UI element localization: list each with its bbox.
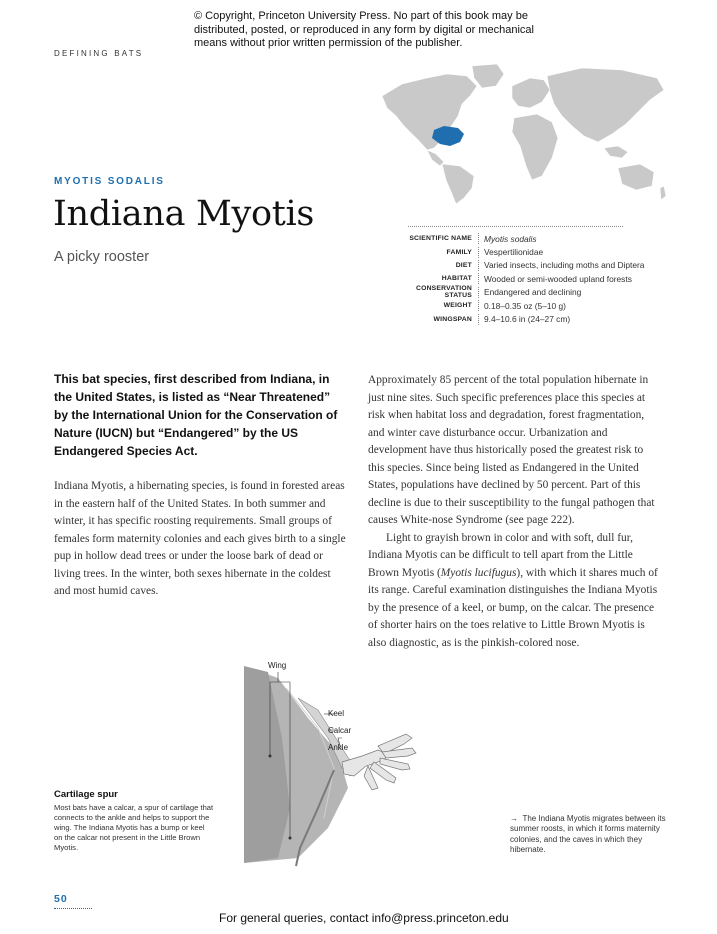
label-ankle: Ankle [328,743,349,752]
fact-key: FAMILY [446,248,472,256]
right-caption [510,814,675,855]
section-header: DEFINING BATS [54,49,144,58]
body-paragraph: Approximately 85 percent of the total population hibernate in just nine sites. Such specific preferences place this species at risk when habitat loss and degradation, forest fragmentation, and winter cave disturbance occur. Urbanization and development have thus historically posed the greatest risk to this species. Since being listed as Endangered in the United States, populations have declined by 50 percent. Part of this decline is due to their susceptibility to the fungal pathogen that causes White-nose Syndrome (see page 222). [368,374,655,526]
page-number-dots [54,908,92,909]
bat-foot [342,734,416,790]
page-subtitle: A picky rooster [54,249,150,265]
fact-key: DIET [455,261,472,269]
label-calcar: Calcar [328,726,352,735]
caption-text: Most bats have a calcar, a spur of cartilage that connects to the ankle and helps to support the wing. The Indiana Myotis has a bump or keel on the calcar not present in the Little Brown Myotis. [54,803,214,852]
facts-divider [408,226,623,227]
fact-row-scientific-name [396,232,696,245]
fact-key: HABITAT [441,275,472,283]
map-south-america [442,164,474,204]
arrow-right-icon: → [510,814,518,823]
map-africa [512,114,558,180]
fact-key: WEIGHT [443,302,472,310]
fact-row-diet [396,259,696,272]
fact-value: 9.4–10.6 in (24–27 cm) [484,314,571,325]
fact-value: Vespertilionidae [484,247,544,258]
map-central-america [427,150,444,166]
world-range-map [372,56,672,206]
fact-value: Endangered and declining [484,287,582,298]
caption-title: Cartilage spur [54,789,118,800]
footer-contact: For general queries, contact info@press.princeton.edu [219,911,509,925]
map-greenland [472,64,504,88]
fact-row-family [396,245,696,258]
map-europe [512,78,550,108]
fact-key: SCIENTIFIC NAME [409,235,472,243]
body-column-1: Indiana Myotis, a hibernating species, is found in forested areas in the eastern half of the United States. In both summer and winter, it has specific roosting requirements. Small groups of females form maternity colonies and each gives birth to a single pup in hollow dead trees or under the loose bark of dead or living trees. In the winter, both sexes hibernate in the coldest and most humid caves. [54,480,346,597]
fact-row-habitat [396,272,696,285]
map-australia [618,164,654,190]
fact-row-conservation-status [396,286,696,299]
calcar-illustration [238,658,478,868]
fact-value: Varied insects, including moths and Diptera [484,260,645,271]
map-se-asia [604,146,628,158]
label-wing: Wing [268,661,287,670]
map-asia [547,68,664,142]
fact-value: Myotis sodalis [484,233,537,244]
right-caption-text: The Indiana Myotis migrates between its summer roosts, in which it forms maternity colonies, and the caves in which they hibernate. [510,814,666,854]
label-keel: Keel [328,709,345,718]
fact-key: CONSERVATION STATUS [415,285,472,300]
copyright-notice: © Copyright, Princeton University Press. No part of this book may be distributed, posted, or reproduced in any form by digital or mechanical means without prior written permission of the publisher. [194,10,534,49]
fact-value: Wooded or semi-wooded upland forests [484,273,632,284]
body-column-2 [368,372,662,652]
page-title: Indiana Myotis [53,194,315,234]
fact-row-weight [396,299,696,312]
map-new-zealand [660,186,666,200]
body-paragraph: Light to grayish brown in color and with soft, dull fur, Indiana Myotis can be difficult to tell apart from the Little Brown Myotis (Myotis lucifugus), with which it shares much of its range. Careful examination distinguishes the Indiana Myotis by the presence of a keel, or bump, on the calcar. The presence of shorter hairs on the toes relative to Little Brown Myotis is also diagnostic, as is the pinkish-colored nose. [368,531,658,649]
species-latin-label: MYOTIS SODALIS [54,176,165,187]
fact-row-wingspan [396,312,696,325]
facts-table [396,232,696,326]
fact-value: 0.18–0.35 oz (5–10 g) [484,300,566,311]
map-north-america [382,74,477,150]
fact-key: WINGSPAN [433,315,472,323]
lead-paragraph: This bat species, first described from Indiana, in the United States, is listed as “Near Threatened” by the International Union for the Conservation of Nature (IUCN) but “Endangered” by the US Endangered Species Act. [54,372,338,458]
page-number: 50 [54,893,68,905]
